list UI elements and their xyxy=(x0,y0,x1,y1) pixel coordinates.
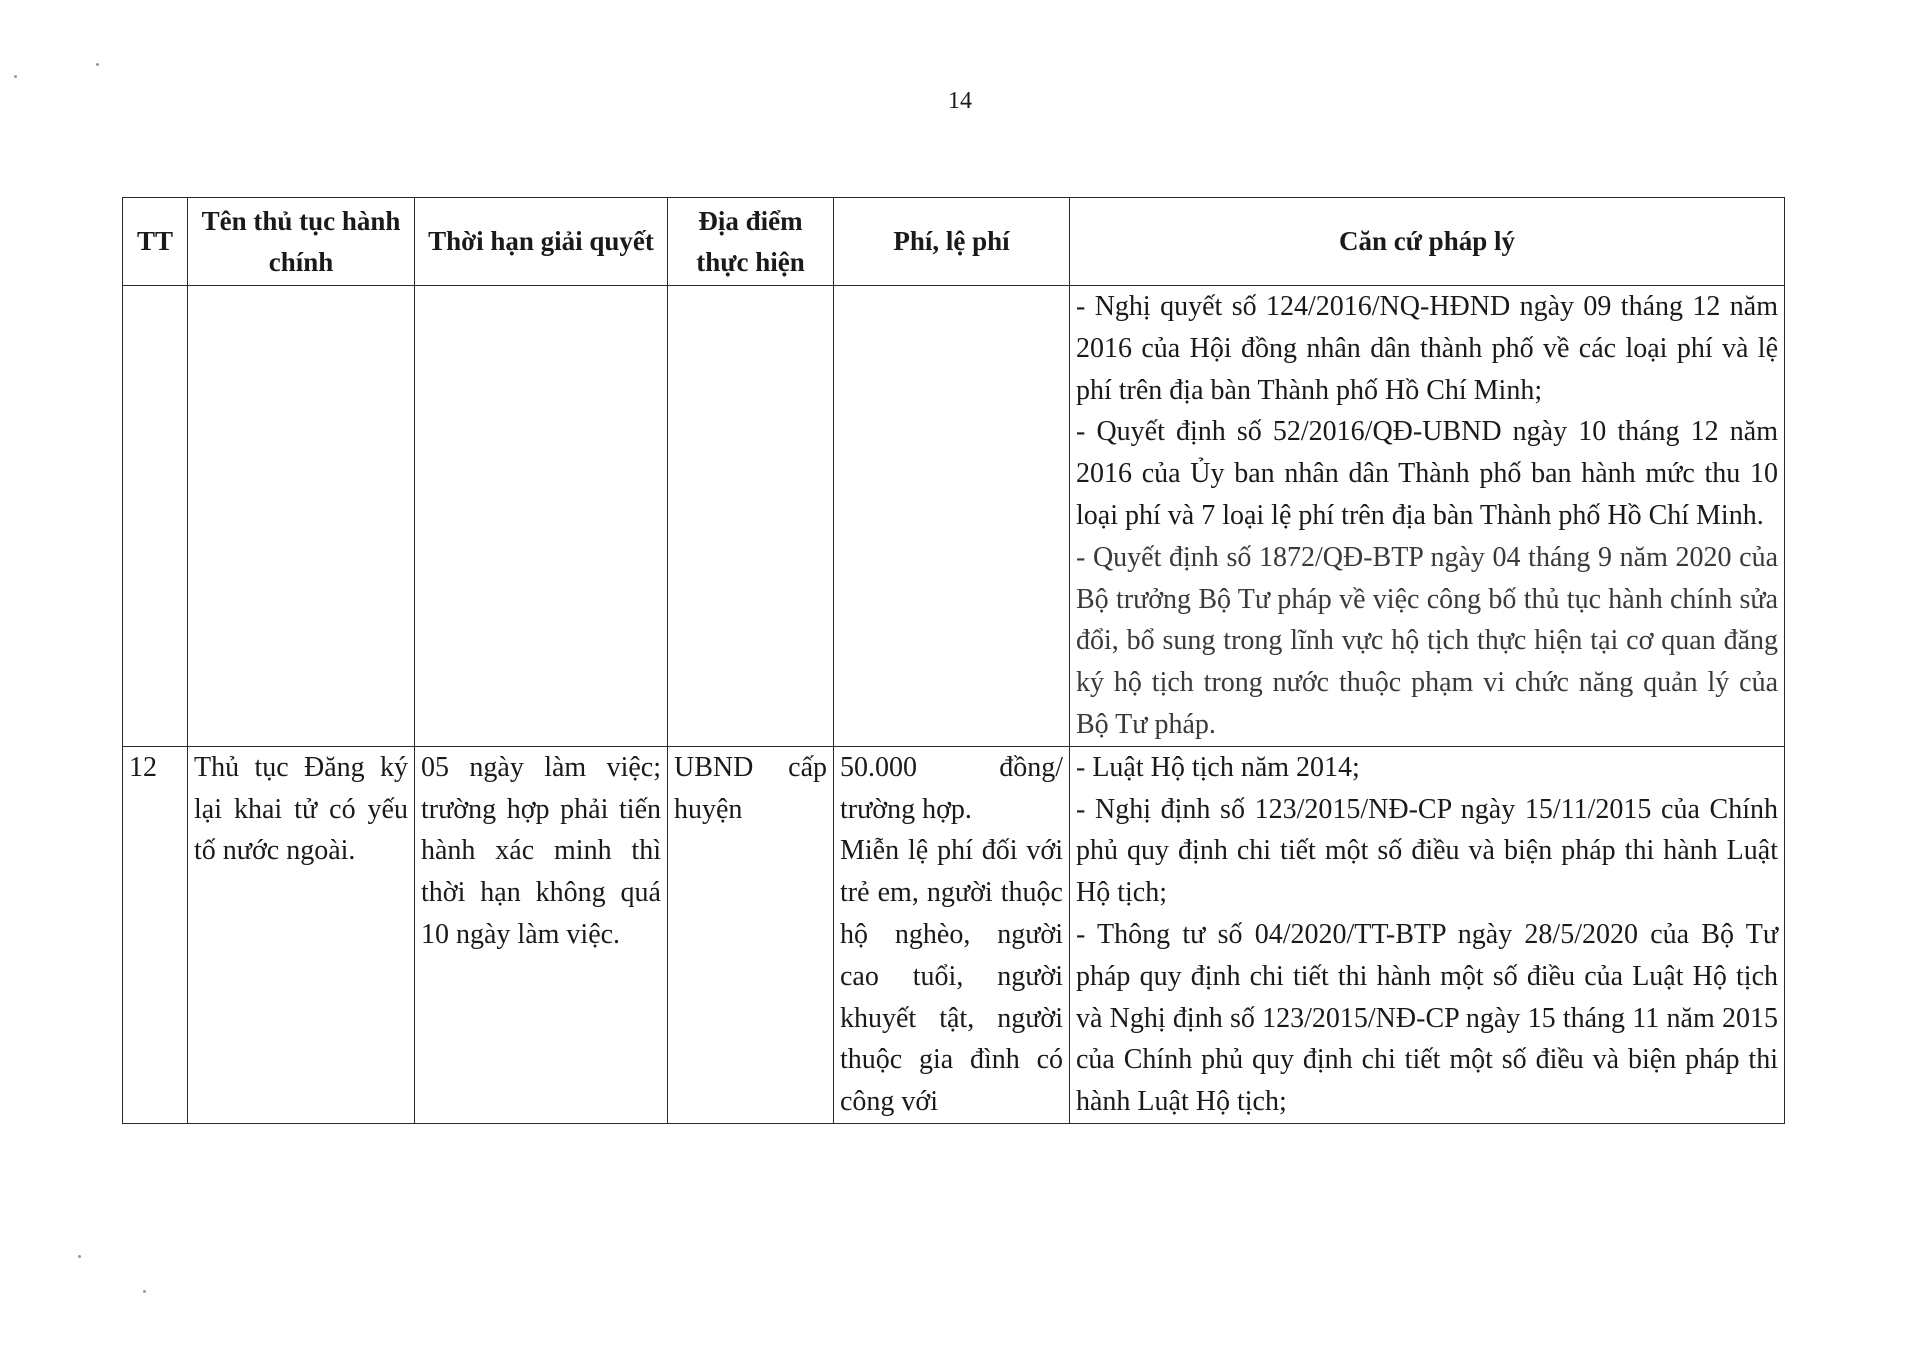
cell-fee xyxy=(834,286,1070,747)
scan-speck xyxy=(14,75,17,78)
scan-speck xyxy=(78,1255,81,1258)
legal-basis-item: - Quyết định số 1872/QĐ-BTP ngày 04 tháng 9 năm 2020 của Bộ trưởng Bộ Tư pháp về việc công bố thủ tục hành chính sửa đổi, bổ sung trong lĩnh vực hộ tịch thực hiện tại cơ quan đăng ký hộ tịch trong nước thuộc phạm vi chức năng quản lý của Bộ Tư pháp. xyxy=(1076,541,1778,740)
header-fee: Phí, lệ phí xyxy=(834,198,1070,286)
procedures-table xyxy=(122,197,1785,1124)
legal-basis-item: - Quyết định số 52/2016/QĐ-UBND ngày 10 tháng 12 năm 2016 của Ủy ban nhân dân Thành phố ban hành mức thu 10 loại phí và 7 loại lệ phí trên địa bàn Thành phố Hồ Chí Minh. xyxy=(1076,416,1778,531)
cell-location: UBND cấp huyện xyxy=(668,746,834,1123)
table-row-12 xyxy=(123,746,1785,1123)
table-row-continuation xyxy=(123,286,1785,747)
header-tt: TT xyxy=(123,198,188,286)
cell-procedure-name xyxy=(188,286,415,747)
header-procedure-name: Tên thủ tục hành chính xyxy=(188,198,415,286)
legal-basis-item: - Luật Hộ tịch năm 2014; xyxy=(1076,751,1360,783)
cell-fee xyxy=(834,746,1070,1123)
cell-tt xyxy=(123,286,188,747)
cell-tt: 12 xyxy=(123,746,188,1123)
legal-basis-item: - Nghị định số 123/2015/NĐ-CP ngày 15/11/2015 của Chính phủ quy định chi tiết một số điều và biện pháp thi hành Luật Hộ tịch; xyxy=(1076,793,1778,909)
fee-amount: 50.000 đồng/ trường hợp. xyxy=(840,751,1063,825)
table-header-row xyxy=(123,198,1785,286)
scan-speck xyxy=(96,63,99,66)
cell-duration xyxy=(415,286,668,747)
cell-procedure-name: Thủ tục Đăng ký lại khai tử có yếu tố nước ngoài. xyxy=(188,746,415,1123)
cell-legal-basis xyxy=(1070,286,1785,747)
header-location: Địa điểm thực hiện xyxy=(668,198,834,286)
legal-basis-item: - Nghị quyết số 124/2016/NQ-HĐND ngày 09 tháng 12 năm 2016 của Hội đồng nhân dân thành phố về các loại phí và lệ phí trên địa bàn Thành phố Hồ Chí Minh; xyxy=(1076,291,1778,406)
fee-exemption: Miễn lệ phí đối với trẻ em, người thuộc hộ nghèo, người cao tuổi, người khuyết tật, người thuộc gia đình có công với xyxy=(840,835,1063,1118)
header-duration: Thời hạn giải quyết xyxy=(415,198,668,286)
scan-speck xyxy=(143,1290,146,1293)
cell-location xyxy=(668,286,834,747)
page-number: 14 xyxy=(948,88,972,114)
legal-basis-item: - Thông tư số 04/2020/TT-BTP ngày 28/5/2020 của Bộ Tư pháp quy định chi tiết thi hành một số điều của Luật Hộ tịch và Nghị định số 123/2015/NĐ-CP ngày 15 tháng 11 năm 2015 của Chính phủ quy định chi tiết một số điều và biện pháp thi hành Luật Hộ tịch; xyxy=(1076,918,1778,1118)
cell-duration: 05 ngày làm việc; trường hợp phải tiến hành xác minh thì thời hạn không quá 10 ngày làm việc. xyxy=(415,746,668,1123)
cell-legal-basis xyxy=(1070,746,1785,1123)
header-legal-basis: Căn cứ pháp lý xyxy=(1070,198,1785,286)
